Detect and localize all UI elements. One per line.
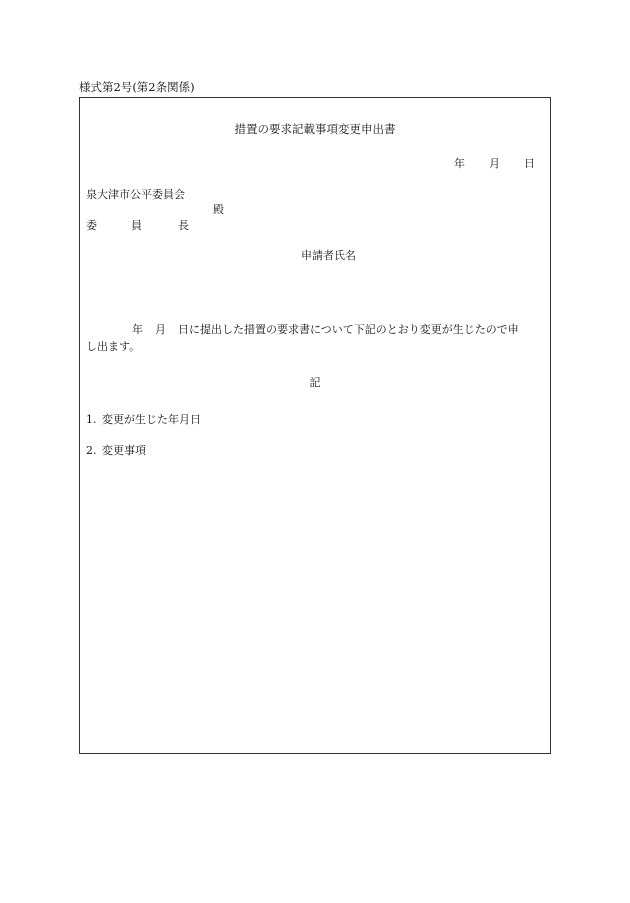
- document-title: 措置の要求記載事項変更申出書: [234, 122, 396, 136]
- chair-title-char: 員: [131, 219, 142, 232]
- addressee-organization: 泉大津市公平委員会: [86, 188, 185, 201]
- date-day-label: 日: [524, 157, 535, 170]
- list-item: [86, 413, 201, 427]
- item-label: 変更が生じた年月日: [102, 413, 201, 426]
- body-month-label: 月: [155, 323, 166, 336]
- item-number: 1.: [86, 413, 97, 426]
- ki-heading: 記: [309, 376, 321, 389]
- item-label: 変更事項: [102, 444, 146, 457]
- list-item: [86, 444, 146, 458]
- chair-title-char: 委: [86, 219, 97, 232]
- addressee-honorific: 殿: [213, 203, 224, 216]
- body-text-continuation: し出ます。: [86, 340, 141, 353]
- body-text-line: [86, 323, 546, 337]
- form-number-label: 様式第2号(第2条関係): [79, 80, 195, 94]
- body-year-label: 年: [132, 323, 143, 336]
- chair-title-char: 長: [178, 219, 189, 232]
- applicant-name-label: 申請者氏名: [301, 249, 356, 262]
- body-text: 日に提出した措置の要求書について下記のとおり変更が生じたので申: [178, 323, 519, 336]
- date-year-label: 年: [454, 157, 465, 170]
- date-month-label: 月: [489, 157, 500, 170]
- item-number: 2.: [86, 444, 97, 457]
